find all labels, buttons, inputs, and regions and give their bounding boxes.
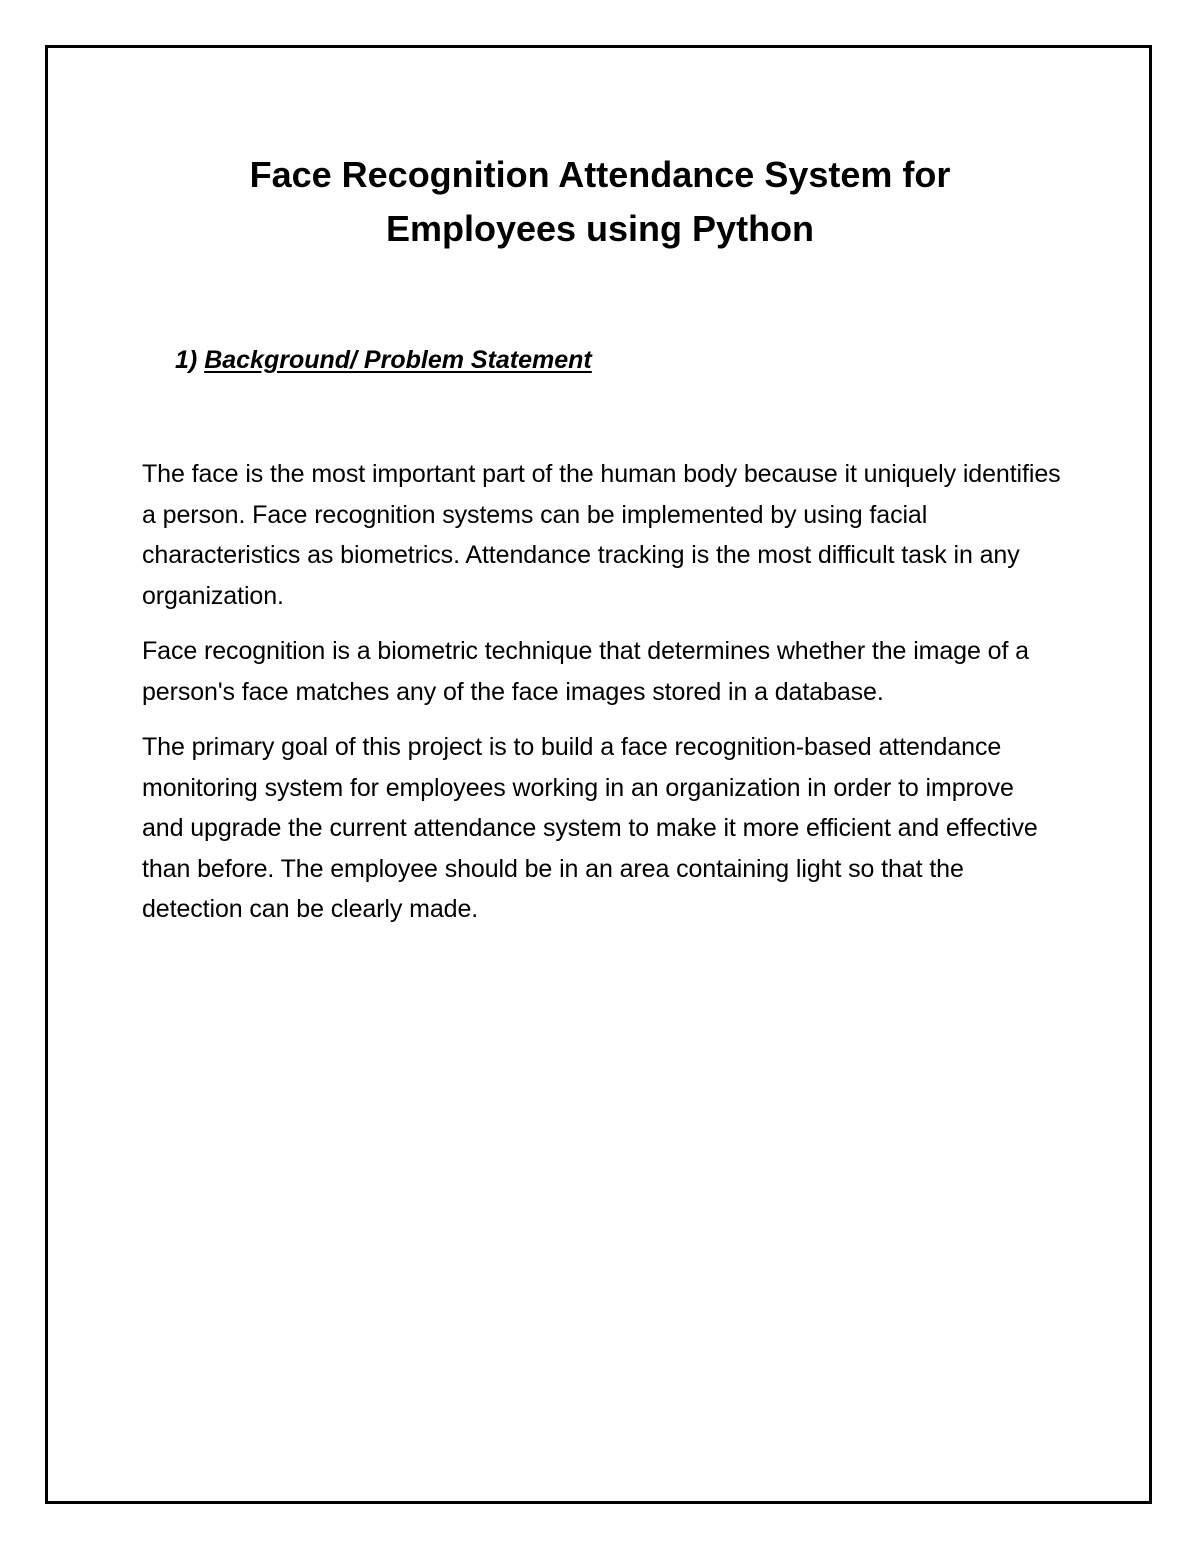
section-heading-text: Background/ Problem Statement	[204, 346, 592, 374]
section-heading	[175, 343, 592, 377]
section-number: 1)	[175, 346, 198, 374]
paragraph-1: The face is the most important part of the human body because it uniquely identifies a person. Face recognition systems can be implemented by using facial characteristics as biometrics. Attendance tracking is the most difficult task in any organization.	[142, 460, 1061, 610]
paragraph-3: The primary goal of this project is to build a face recognition-based attendance monitoring system for employees working in an organization in order to improve and upgrade the current attendance system to make it more efficient and effective than before. The employee should be in an area containing light so that the detection can be clearly made.	[142, 733, 1038, 923]
body-text	[142, 454, 1062, 945]
document-title	[0, 148, 1200, 256]
paragraph-2: Face recognition is a biometric technique that determines whether the image of a person's face matches any of the face images stored in a database.	[142, 637, 1029, 706]
title-line-1: Face Recognition Attendance System for	[249, 154, 951, 195]
title-line-2: Employees using Python	[385, 208, 815, 249]
